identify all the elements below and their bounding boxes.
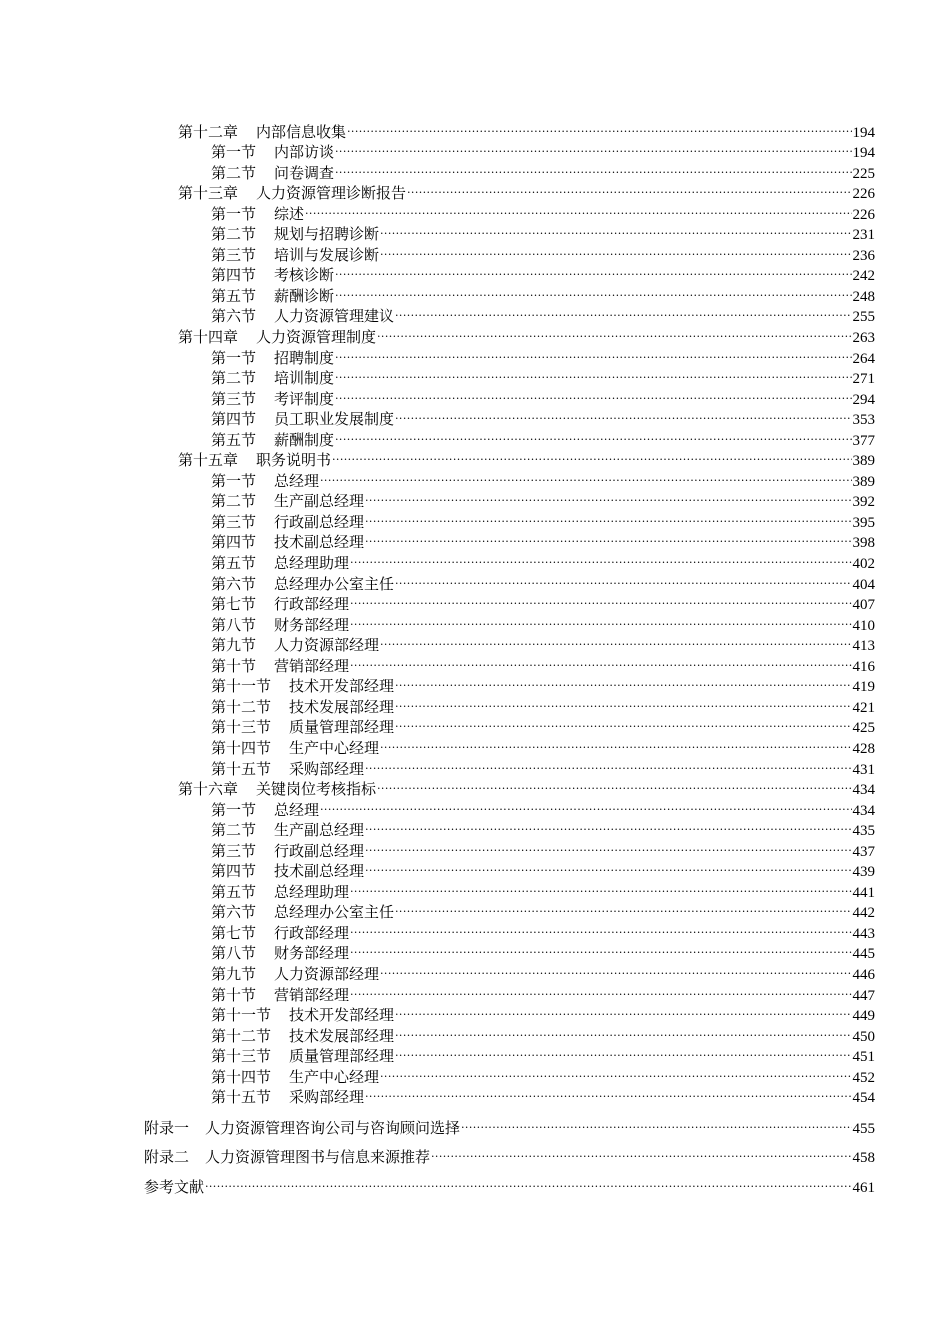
toc-entry-title: 人力资源管理图书与信息来源推荐: [205, 1148, 431, 1167]
toc-dot-leader: [431, 1142, 851, 1163]
toc-entry-number: 第十节: [211, 656, 257, 675]
toc-entry-title: 薪酬制度: [274, 430, 335, 449]
toc-entry-section[interactable]: [0, 506, 950, 531]
toc-entry-appendix[interactable]: [0, 1142, 950, 1167]
toc-page-number: 458: [852, 1150, 875, 1167]
toc-page-number: 447: [852, 987, 875, 1004]
toc-page-number: 236: [852, 247, 875, 264]
toc-entry-number: 第十六章: [178, 780, 239, 799]
toc-entry-section[interactable]: [0, 547, 950, 573]
toc-dot-leader: [350, 917, 851, 938]
toc-entry-chapter[interactable]: [0, 116, 950, 141]
toc-entry-section[interactable]: [0, 157, 950, 182]
toc-dot-leader: [350, 979, 851, 1000]
toc-entry-number: 第四节: [211, 533, 257, 552]
toc-entry-title: 生产中心经理: [289, 1067, 380, 1086]
toc-page-number: 248: [852, 288, 875, 305]
toc-entry-title: 考核诊断: [274, 266, 335, 285]
toc-page-number: 421: [852, 699, 875, 716]
toc-dot-leader: [365, 486, 851, 507]
toc-entry-title: 总经理: [274, 471, 320, 490]
toc-entry-title: 技术副总经理: [274, 533, 365, 552]
toc-page-number: 435: [852, 823, 875, 840]
toc-dot-leader: [395, 1000, 851, 1021]
toc-entry-title: 技术发展部经理: [289, 697, 395, 716]
toc-entry-section[interactable]: [0, 917, 950, 942]
toc-page-number: 271: [852, 371, 875, 388]
toc-dot-leader: [335, 424, 851, 445]
toc-entry-title: 考评制度: [274, 389, 335, 408]
toc-entry-title: 生产中心经理: [289, 738, 380, 757]
toc-entry-number: 第十四节: [211, 1067, 272, 1086]
toc-entry-number: 第二节: [211, 821, 257, 840]
toc-entry-title: 人力资源管理建议: [274, 307, 395, 326]
toc-entry-title: 人力资源管理诊断报告: [256, 184, 407, 203]
toc-entry-number: 第十二章: [178, 122, 239, 141]
toc-entry-number: 第五节: [211, 286, 257, 305]
toc-dot-leader: [335, 157, 851, 178]
toc-page-number: 264: [852, 350, 875, 367]
toc-entry-title: 参考文献: [144, 1177, 205, 1196]
toc-entry-number: 第一节: [211, 348, 257, 367]
toc-entry-number: 第八节: [211, 615, 257, 634]
toc-entry-number: 第六节: [211, 903, 257, 922]
toc-entry-section[interactable]: [0, 958, 950, 983]
toc-entry-section[interactable]: [0, 465, 950, 490]
toc-entry-section[interactable]: [0, 198, 950, 223]
toc-entry-title: 采购部经理: [289, 1088, 365, 1107]
toc-page-number: 439: [852, 864, 875, 881]
toc-entry-title: 总经理助理: [274, 554, 350, 573]
toc-dot-leader: [335, 137, 851, 158]
toc-dot-leader: [335, 280, 851, 301]
toc-dot-leader: [395, 1041, 851, 1062]
toc-entry-title: 生产副总经理: [274, 492, 365, 511]
toc-entry-section[interactable]: [0, 815, 950, 840]
toc-entry-section[interactable]: [0, 609, 950, 634]
toc-dot-leader: [350, 876, 851, 897]
toc-page-number: 407: [852, 597, 875, 614]
toc-entry-number: 第一节: [211, 471, 257, 490]
toc-page-number: 255: [852, 309, 875, 326]
toc-entry-section[interactable]: [0, 280, 950, 305]
toc-entry-number: 第五节: [211, 882, 257, 901]
toc-entry-number: 第十四节: [211, 738, 272, 757]
toc-dot-leader: [350, 609, 851, 630]
toc-page-number: 446: [852, 966, 875, 983]
toc-page-number: 450: [852, 1028, 875, 1045]
toc-entry-section[interactable]: [0, 876, 950, 901]
toc-dot-leader: [350, 938, 851, 959]
toc-dot-leader: [365, 506, 851, 527]
toc-entry-section[interactable]: [0, 424, 950, 449]
toc-entry-title: 财务部经理: [274, 615, 350, 634]
toc-entry-number: 第十二节: [211, 697, 272, 716]
toc-dot-leader: [350, 589, 851, 610]
toc-entry-number: 第七节: [211, 923, 257, 942]
toc-page-number: 402: [852, 556, 875, 573]
toc-entry-number: 第七节: [211, 595, 257, 614]
toc-entry-title: 行政副总经理: [274, 512, 365, 531]
toc-entry-section[interactable]: [0, 137, 950, 162]
toc-entry-chapter[interactable]: [0, 178, 950, 203]
toc-dot-leader: [365, 527, 851, 548]
toc-page-number: 389: [852, 453, 875, 470]
toc-page-number: 194: [852, 124, 875, 141]
toc-page-number: 434: [852, 782, 875, 799]
table-of-contents: [0, 116, 950, 1196]
toc-dot-leader: [380, 732, 851, 753]
toc-entry-title: 职务说明书: [256, 451, 332, 470]
toc-entry-section[interactable]: [0, 342, 950, 367]
toc-page-number: 451: [852, 1049, 875, 1066]
toc-entry-section[interactable]: [0, 1041, 950, 1066]
toc-dot-leader: [305, 198, 851, 219]
toc-page-number: 231: [852, 227, 875, 244]
toc-entry-number: 第三节: [211, 389, 257, 408]
toc-dot-leader: [395, 301, 851, 322]
toc-entry-number: 第四节: [211, 410, 257, 429]
toc-entry-title: 营销部经理: [274, 656, 350, 675]
toc-dot-leader: [395, 568, 851, 589]
toc-entry-number: 第二节: [211, 369, 257, 388]
toc-dot-leader: [395, 671, 851, 692]
toc-entry-title: 人力资源管理咨询公司与咨询顾问选择: [205, 1118, 461, 1137]
toc-entry-number: 第四节: [211, 266, 257, 285]
toc-entry-number: 第二节: [211, 225, 257, 244]
toc-page-number: 431: [852, 761, 875, 778]
toc-entry-section[interactable]: [0, 856, 950, 881]
toc-entry-number: 第九节: [211, 964, 257, 983]
toc-page-number: 413: [852, 638, 875, 655]
toc-entry-section[interactable]: [0, 568, 950, 593]
toc-entry-section[interactable]: [0, 897, 950, 922]
toc-entry-chapter[interactable]: [0, 445, 950, 470]
toc-entry-number: 第十五章: [178, 451, 239, 470]
toc-entry-number: 第十三节: [211, 1047, 272, 1066]
toc-entry-section[interactable]: [0, 835, 950, 860]
toc-page-number: 294: [852, 391, 875, 408]
toc-entry-section[interactable]: [0, 1082, 950, 1107]
toc-entry-title: 技术发展部经理: [289, 1026, 395, 1045]
toc-entry-title: 总经理办公室主任: [274, 903, 395, 922]
toc-entry-number: 第一节: [211, 204, 257, 223]
toc-page-number: 461: [852, 1179, 875, 1196]
toc-page-number: 225: [852, 165, 875, 182]
toc-entry-title: 招聘制度: [274, 348, 335, 367]
toc-entry-section[interactable]: [0, 753, 950, 778]
toc-entry-section[interactable]: [0, 794, 950, 819]
toc-entry-title: 技术开发部经理: [289, 677, 395, 696]
toc-entry-title: 总经理助理: [274, 882, 350, 901]
toc-dot-leader: [335, 342, 851, 363]
toc-entry-number: 第二节: [211, 492, 257, 511]
toc-dot-leader: [350, 547, 851, 568]
toc-page-number: 419: [852, 679, 875, 696]
toc-dot-leader: [377, 321, 851, 342]
toc-entry-number: 第十一节: [211, 677, 272, 696]
toc-page-number: 442: [852, 905, 875, 922]
toc-entry-title: 营销部经理: [274, 985, 350, 1004]
toc-page-number: 263: [852, 330, 875, 347]
toc-page-number: 226: [852, 206, 875, 223]
toc-dot-leader: [380, 219, 851, 240]
toc-dot-leader: [380, 1061, 851, 1082]
toc-entry-section[interactable]: [0, 527, 950, 552]
toc-entry-number: 第十四章: [178, 328, 239, 347]
toc-dot-leader: [377, 774, 851, 795]
toc-entry-section[interactable]: [0, 671, 950, 696]
toc-entry-number: 第六节: [211, 574, 257, 593]
toc-dot-leader: [320, 794, 851, 815]
toc-entry-number: 第二节: [211, 163, 257, 182]
toc-page-number: 395: [852, 514, 875, 531]
toc-entry-section[interactable]: [0, 691, 950, 716]
toc-entry-section[interactable]: [0, 938, 950, 963]
toc-entry-title: 培训制度: [274, 369, 335, 388]
toc-dot-leader: [365, 835, 851, 856]
toc-entry-title: 人力资源部经理: [274, 964, 380, 983]
toc-entry-number: 第八节: [211, 944, 257, 963]
toc-entry-title: 质量管理部经理: [289, 1047, 395, 1066]
toc-entry-title: 培训与发展诊断: [274, 245, 380, 264]
toc-entry-number: 第十五节: [211, 759, 272, 778]
toc-entry-section[interactable]: [0, 219, 950, 244]
toc-page-number: 428: [852, 740, 875, 757]
toc-entry-section[interactable]: [0, 301, 950, 326]
toc-entry-number: 第五节: [211, 554, 257, 573]
toc-entry-section[interactable]: [0, 589, 950, 614]
toc-page-number: 437: [852, 843, 875, 860]
toc-entry-number: 第三节: [211, 512, 257, 531]
toc-page-number: 425: [852, 720, 875, 737]
toc-entry-section[interactable]: [0, 979, 950, 1004]
toc-dot-leader: [461, 1112, 851, 1133]
toc-entry-number: 第三节: [211, 841, 257, 860]
toc-entry-title: 综述: [274, 204, 305, 223]
toc-page-number: 226: [852, 186, 875, 203]
toc-entry-title: 总经理办公室主任: [274, 574, 395, 593]
toc-entry-section[interactable]: [0, 239, 950, 264]
toc-entry-title: 行政副总经理: [274, 841, 365, 860]
toc-dot-leader: [380, 630, 851, 651]
toc-dot-leader: [332, 445, 851, 466]
toc-entry-number: 第十三节: [211, 718, 272, 737]
toc-entry-number: 第十一节: [211, 1006, 272, 1025]
toc-dot-leader: [320, 465, 851, 486]
toc-dot-leader: [395, 897, 851, 918]
toc-entry-section[interactable]: [0, 650, 950, 675]
toc-dot-leader: [380, 239, 851, 260]
toc-entry-title: 问卷调查: [274, 163, 335, 182]
toc-entry-title: 人力资源管理制度: [256, 328, 377, 347]
toc-dot-leader: [205, 1171, 851, 1192]
toc-dot-leader: [365, 815, 851, 836]
toc-dot-leader: [365, 753, 851, 774]
toc-entry-section[interactable]: [0, 732, 950, 757]
toc-page-number: 194: [852, 145, 875, 162]
toc-entry-section[interactable]: [0, 486, 950, 511]
toc-dot-leader: [335, 260, 851, 281]
toc-dot-leader: [347, 116, 851, 137]
toc-page-number: 353: [852, 412, 875, 429]
toc-entry-title: 技术副总经理: [274, 862, 365, 881]
toc-page-number: 454: [852, 1090, 875, 1107]
toc-page-number: 449: [852, 1008, 875, 1025]
toc-entry-title: 财务部经理: [274, 944, 350, 963]
toc-entry-section[interactable]: [0, 1000, 950, 1025]
toc-entry-title: 内部访谈: [274, 143, 335, 162]
toc-page-number: 389: [852, 473, 875, 490]
toc-page-number: 242: [852, 268, 875, 285]
toc-entry-section[interactable]: [0, 363, 950, 388]
toc-page-number: 377: [852, 432, 875, 449]
toc-entry-number: 第六节: [211, 307, 257, 326]
toc-entry-title: 规划与招聘诊断: [274, 225, 380, 244]
toc-entry-number: 第一节: [211, 143, 257, 162]
toc-entry-number: 第十五节: [211, 1088, 272, 1107]
toc-page-number: 445: [852, 946, 875, 963]
toc-entry-chapter[interactable]: [0, 321, 950, 347]
toc-entry-number: 附录二: [144, 1148, 190, 1167]
toc-dot-leader: [395, 691, 851, 712]
toc-entry-number: 第十节: [211, 985, 257, 1004]
toc-entry-number: 第三节: [211, 245, 257, 264]
toc-dot-leader: [365, 856, 851, 877]
toc-page-number: 398: [852, 535, 875, 552]
toc-dot-leader: [395, 404, 851, 425]
toc-entry-number: 第十二节: [211, 1026, 272, 1045]
toc-entry-title: 薪酬诊断: [274, 286, 335, 305]
toc-dot-leader: [395, 1020, 851, 1041]
toc-dot-leader: [407, 178, 851, 199]
toc-entry-title: 技术开发部经理: [289, 1006, 395, 1025]
toc-entry-number: 第九节: [211, 636, 257, 655]
toc-dot-leader: [395, 712, 851, 733]
toc-entry-section[interactable]: [0, 260, 950, 285]
toc-page-number: 434: [852, 802, 875, 819]
toc-entry-section[interactable]: [0, 630, 950, 655]
toc-entry-section[interactable]: [0, 1020, 950, 1045]
toc-entry-title: 采购部经理: [289, 759, 365, 778]
toc-entry-title: 行政部经理: [274, 923, 350, 942]
toc-page-number: 410: [852, 617, 875, 634]
toc-entry-title: 员工职业发展制度: [274, 410, 395, 429]
toc-entry-number: 第十三章: [178, 184, 239, 203]
toc-dot-leader: [335, 383, 851, 404]
toc-entry-number: 附录一: [144, 1118, 190, 1137]
toc-entry-title: 关键岗位考核指标: [256, 780, 377, 799]
toc-page-number: 455: [852, 1120, 875, 1137]
toc-entry-appendix[interactable]: [0, 1112, 950, 1137]
toc-entry-section[interactable]: [0, 712, 950, 737]
toc-dot-leader: [335, 363, 851, 384]
toc-entry-section[interactable]: [0, 1061, 950, 1086]
toc-dot-leader: [365, 1082, 851, 1103]
toc-entry-section[interactable]: [0, 383, 950, 408]
toc-entry-number: 第一节: [211, 800, 257, 819]
toc-page-number: 441: [852, 884, 875, 901]
toc-page-number: 452: [852, 1069, 875, 1086]
toc-entry-title: 质量管理部经理: [289, 718, 395, 737]
toc-dot-leader: [350, 650, 851, 671]
toc-entry-title: 人力资源部经理: [274, 636, 380, 655]
toc-page-number: 392: [852, 494, 875, 511]
toc-page-number: 404: [852, 576, 875, 593]
toc-entry-section[interactable]: [0, 404, 950, 429]
toc-entry-chapter[interactable]: [0, 774, 950, 799]
toc-dot-leader: [380, 958, 851, 979]
toc-entry-title: 内部信息收集: [256, 122, 347, 141]
toc-entry-title: 行政部经理: [274, 595, 350, 614]
toc-page-number: 443: [852, 925, 875, 942]
toc-entry-number: 第五节: [211, 430, 257, 449]
toc-entry-number: 第四节: [211, 862, 257, 881]
toc-entry-title: 总经理: [274, 800, 320, 819]
toc-entry-appendix[interactable]: [0, 1171, 950, 1196]
toc-page-number: 416: [852, 658, 875, 675]
toc-entry-title: 生产副总经理: [274, 821, 365, 840]
